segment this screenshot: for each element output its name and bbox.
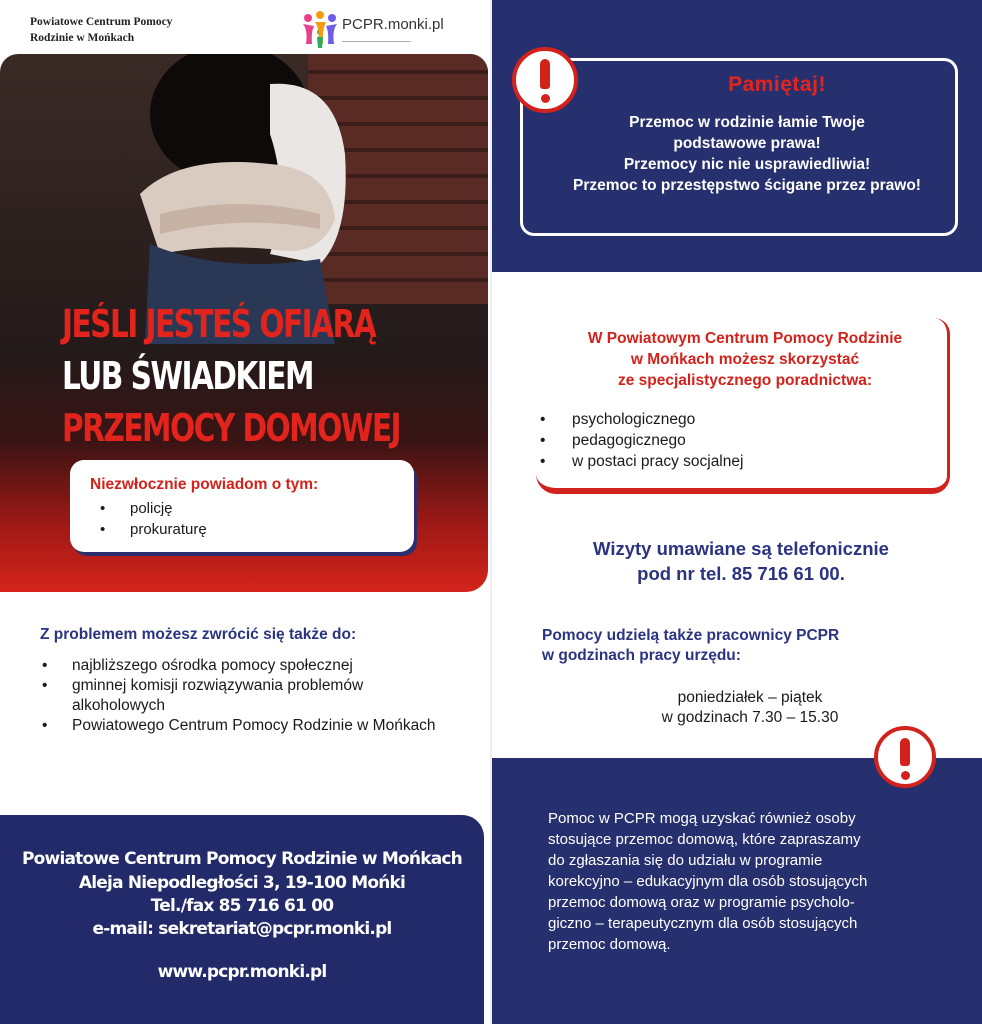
list-item: • najbliższego ośrodka pomocy społecznej	[40, 656, 460, 676]
exclamation-icon	[874, 726, 936, 788]
list-item: • pedagogicznego	[540, 430, 743, 451]
perpetrators-text	[548, 808, 958, 955]
family-icon	[300, 10, 340, 50]
headline-line: JEŚLI JESTEŚ OFIARĄ	[62, 302, 376, 346]
organization-name	[30, 14, 172, 46]
notify-title: Niezwłocznie powiadom o tym:	[90, 476, 319, 493]
logo-subtitle-decoration: ▁▁▁▁▁▁▁▁▁▁▁▁▁▁▁▁▁▁▁▁▁	[342, 37, 411, 42]
list-item: • prokuraturę	[100, 519, 207, 540]
organization-name-line: Rodzinie w Mońkach	[30, 32, 135, 44]
text-line: Wizyty umawiane są telefonicznie	[593, 538, 889, 559]
address-footer	[0, 815, 484, 1024]
text-line: Przemoc to przestępstwo ścigane przez prawo!	[573, 177, 921, 194]
text-line: w godzinach pracy urzędu:	[542, 647, 741, 664]
text-line: przemoc domową oraz w programie psycholo-	[548, 894, 855, 911]
footer-phone: Tel./fax 85 716 61 00	[150, 896, 334, 916]
phone-info	[492, 536, 982, 586]
text-line: Przemoc w rodzinie łamie Twoje	[629, 114, 865, 131]
pcpr-logo	[300, 10, 450, 50]
list-item: • Powiatowego Centrum Pomocy Rodzinie w Mońkach	[40, 716, 460, 736]
organization-name-line: Powiatowe Centrum Pomocy	[30, 16, 173, 28]
services-title	[492, 328, 982, 391]
list-item: • w postaci pracy socjalnej	[540, 451, 743, 472]
remember-text	[492, 112, 982, 196]
text-line: Pomoc w PCPR mogą uzyskać również osoby	[548, 810, 856, 827]
leaflet-right-panel	[492, 0, 982, 1024]
text-line: podstawowe prawa!	[673, 135, 821, 152]
text-line: ze specjalistycznego poradnictwa:	[617, 372, 873, 389]
text-line: w godzinach 7.30 – 15.30	[661, 709, 839, 726]
contact-list	[40, 656, 460, 736]
text-line: giczno – terapeutycznym dla osób stosujących	[548, 915, 858, 932]
notify-box	[70, 460, 414, 552]
text-line: Przemocy nic nie usprawiedliwia!	[623, 156, 871, 173]
text-line: w Mońkach możesz skorzystać	[630, 351, 860, 368]
text-line: stosujące przemoc domową, które zapraszamy	[548, 831, 861, 848]
text-line: W Powiatowym Centrum Pomocy Rodzinie	[587, 330, 903, 347]
text-line: przemoc domową.	[548, 936, 671, 953]
remember-title: Pamiętaj!	[728, 73, 826, 96]
list-item: • gminnej komisji rozwiązywania problemów alkoholowych	[40, 676, 460, 716]
footer-org-name: Powiatowe Centrum Pomocy Rodzinie w Mońkach	[22, 849, 462, 869]
headline-line: LUB ŚWIADKIEM	[62, 354, 313, 398]
list-item: • policję	[100, 498, 207, 519]
footer-website: www.pcpr.monki.pl	[157, 962, 327, 982]
text-line: Pomocy udzielą także pracownicy PCPR	[542, 627, 840, 644]
logo-text: PCPR.monki.pl	[342, 16, 444, 33]
services-list	[540, 409, 743, 472]
text-line: korekcyjno – edukacyjnym dla osób stosujących	[548, 873, 868, 890]
text-line: pod nr tel. 85 716 61 00.	[637, 563, 845, 584]
headline	[62, 298, 400, 454]
text-line: do zgłaszania się do udziału w programie	[548, 852, 823, 869]
leaflet-left-panel	[0, 0, 490, 1024]
footer-address: Aleja Niepodległości 3, 19-100 Mońki	[78, 873, 406, 893]
headline-line: PRZEMOCY DOMOWEJ	[62, 406, 401, 450]
staff-info	[542, 626, 839, 666]
footer-email: e-mail: sekretariat@pcpr.monki.pl	[92, 919, 392, 939]
contact-title: Z problemem możesz zwrócić się także do:	[40, 626, 357, 643]
text-line: poniedziałek – piątek	[677, 689, 823, 706]
notify-list	[100, 498, 207, 540]
list-item: • psychologicznego	[540, 409, 743, 430]
office-hours	[492, 688, 982, 728]
